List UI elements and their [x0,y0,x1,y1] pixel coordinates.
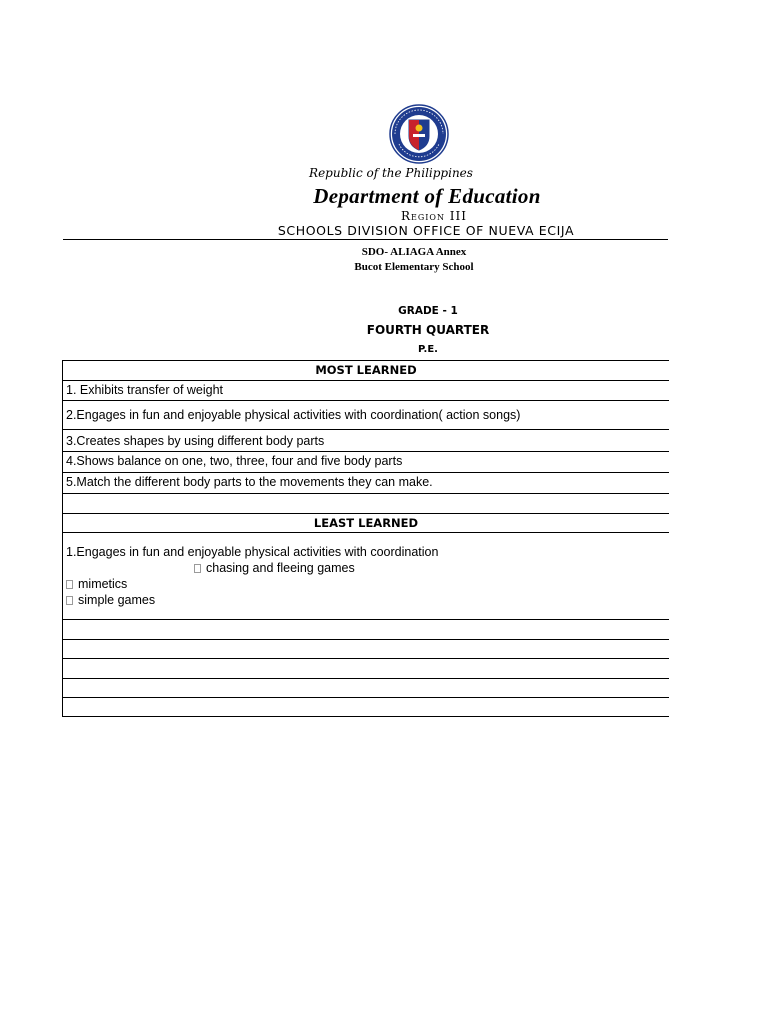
republic-title: Republic of the Philippines [309,166,473,180]
most-learned-item: 3.Creates shapes by using different body parts [66,434,325,448]
most-learned-item: 5.Match the different body parts to the movements they can make. [66,475,433,489]
division-title: SCHOOLS DIVISION OFFICE OF NUEVA ECIJA [277,223,575,238]
least-learned-subitem: simple games [66,593,155,607]
least-learned-subitem: mimetics [66,577,127,591]
most-learned-heading-row [63,360,669,380]
quarter-label: FOURTH QUARTER [366,323,490,337]
table-row [63,451,669,472]
deped-seal-icon [389,104,449,164]
table-row [63,658,669,678]
header-divider [63,239,668,240]
table-row [63,429,669,451]
subject-label: P.E. [418,344,438,355]
least-learned-item: 1.Engages in fun and enjoyable physical activities with coordination [66,545,439,559]
table-row [63,400,669,429]
table-row [63,380,669,400]
region-title: Region III [400,209,468,223]
school-name: Bucot Elementary School [354,261,474,273]
checkbox-bullet-icon [66,596,73,605]
department-title: Department of Education [313,184,541,208]
most-learned-item: 4.Shows balance on one, two, three, four and five body parts [66,454,403,468]
least-learned-heading-row [63,513,669,532]
grade-label: GRADE - 1 [398,305,458,317]
sdo-name: SDO- ALIAGA Annex [361,246,467,258]
competency-table [62,360,669,717]
checkbox-bullet-icon [194,564,201,573]
most-learned-item: 1. Exhibits transfer of weight [66,383,224,397]
most-learned-heading: MOST LEARNED [315,363,417,377]
most-learned-item: 2.Engages in fun and enjoyable physical activities with coordination( action songs) [66,408,521,422]
table-row [63,472,669,493]
table-row [63,619,669,639]
checkbox-bullet-icon [66,580,73,589]
least-learned-row [63,532,669,619]
table-row [63,678,669,697]
least-learned-subitem: chasing and fleeing games [194,561,355,575]
least-learned-heading: LEAST LEARNED [313,516,419,530]
table-row [63,639,669,658]
table-row [63,493,669,513]
table-row [63,697,669,717]
